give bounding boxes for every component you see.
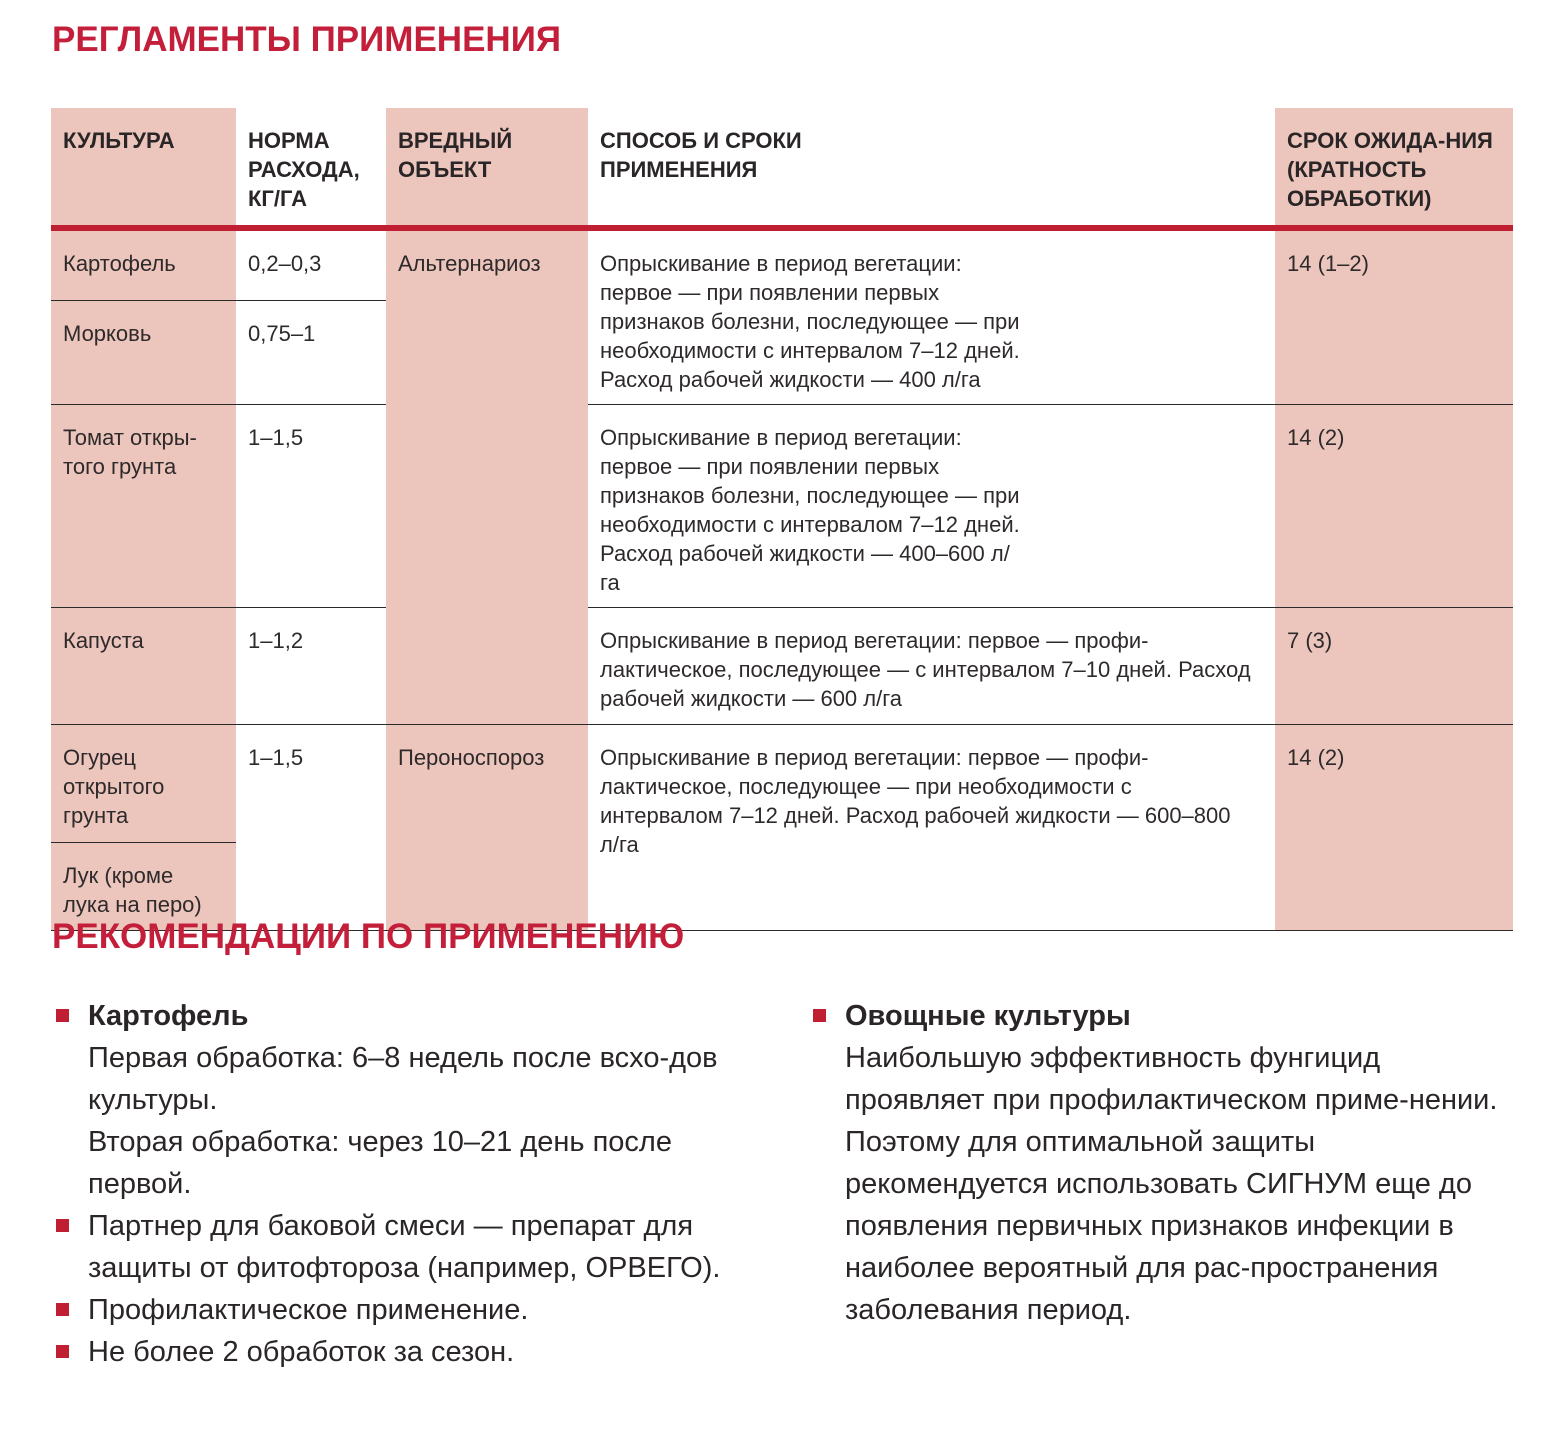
rate-cell: 0,75–1 [236, 300, 386, 404]
section-title-recommendations: РЕКОМЕНДАЦИИ ПО ПРИМЕНЕНИЮ [52, 917, 685, 956]
bullet-square-icon [56, 1345, 69, 1358]
crop-cell: Морковь [51, 300, 236, 404]
table-row [51, 725, 1513, 843]
section-title-regulations: РЕГЛАМЕНТЫ ПРИМЕНЕНИЯ [52, 20, 562, 59]
header-waiting: СРОК ОЖИДА-НИЯ (КРАТНОСТЬ ОБРАБОТКИ) [1275, 108, 1513, 228]
bullet-square-icon [56, 1303, 69, 1316]
rate-cell: 0,2–0,3 [236, 228, 386, 300]
header-crop: КУЛЬТУРА [51, 108, 236, 228]
crop-cell: Огурец открытого грунта [51, 725, 236, 843]
bullet-square-icon [813, 1009, 826, 1022]
header-method: СПОСОБ И СРОКИ ПРИМЕНЕНИЯ [588, 108, 1275, 228]
list-title: Картофель [88, 1000, 249, 1032]
table-row [51, 228, 1513, 300]
list-text: Не более 2 обработок за сезон. [88, 1336, 515, 1368]
bullet-square-icon [56, 1219, 69, 1232]
first-treatment: Первая обработка: 6–8 недель после всхо-дов культуры. [88, 1042, 718, 1116]
table-row [51, 405, 1513, 608]
waiting-cell: 14 (2) [1275, 405, 1513, 608]
crop-cell: Лук (кроме лука на перо) [51, 843, 236, 931]
waiting-cell: 14 (2) [1275, 725, 1513, 931]
waiting-cell: 7 (3) [1275, 608, 1513, 725]
rate-cell: 1–1,5 [236, 405, 386, 608]
method-cell: Опрыскивание в период вегетации: первое — при появлении первых признаков болезни, последующее — при необходимости с интервалом 7–12 дней. Расход рабочей жидкости — 400–600 л/га [588, 405, 1275, 608]
pest-cell: Альтернариоз [386, 228, 588, 725]
list-title: Овощные культуры [845, 1000, 1131, 1032]
crop-cell: Капуста [51, 608, 236, 725]
crop-cell: Томат откры-того грунта [51, 405, 236, 608]
rate-cell: 1–1,5 [236, 725, 386, 931]
rate-cell: 1–1,2 [236, 608, 386, 725]
list-item [52, 1331, 772, 1373]
list-item [52, 1205, 772, 1289]
header-pest: ВРЕДНЫЙ ОБЪЕКТ [386, 108, 588, 228]
header-rate: НОРМА РАСХОДА, КГ/ГА [236, 108, 386, 228]
method-cell: Опрыскивание в период вегетации: первое — при появлении первых признаков болезни, последующее — при необходимости с интервалом 7–12 дней. Расход рабочей жидкости — 400 л/га [588, 228, 1275, 405]
potato-recommendations [52, 995, 772, 1373]
regulations-table [51, 108, 1513, 931]
list-text: Партнер для баковой смеси — препарат для защиты от фитофтороза (например, ОРВЕГО). [88, 1210, 721, 1284]
table-row [51, 608, 1513, 725]
list-text: Профилактическое применение. [88, 1294, 529, 1326]
list-item [52, 1289, 772, 1331]
list-item [52, 995, 772, 1205]
bullet-square-icon [56, 1009, 69, 1022]
second-treatment: Вторая обработка: через 10–21 день после первой. [88, 1126, 672, 1200]
list-text: Наибольшую эффективность фунгицид проявляет при профилактическом приме-нении. Поэтому для оптимальной защиты рекомендуется использовать СИГНУМ еще до появления первичных признаков инфекции в наиболее вероятный для рас-пространения заболевания период. [845, 1042, 1498, 1326]
method-cell: Опрыскивание в период вегетации: первое — профи-лактическое, последующее — с интервалом 7–10 дней. Расход рабочей жидкости — 600 л/га [588, 608, 1275, 725]
crop-cell: Картофель [51, 228, 236, 300]
pest-cell: Пероноспороз [386, 725, 588, 931]
table-header-row [51, 108, 1513, 228]
method-cell: Опрыскивание в период вегетации: первое — профи-лактическое, последующее — при необходимости с интервалом 7–12 дней. Расход рабочей жидкости — 600–800 л/га [588, 725, 1275, 931]
list-item [809, 995, 1519, 1331]
waiting-cell: 14 (1–2) [1275, 228, 1513, 405]
vegetable-recommendations [809, 995, 1519, 1331]
